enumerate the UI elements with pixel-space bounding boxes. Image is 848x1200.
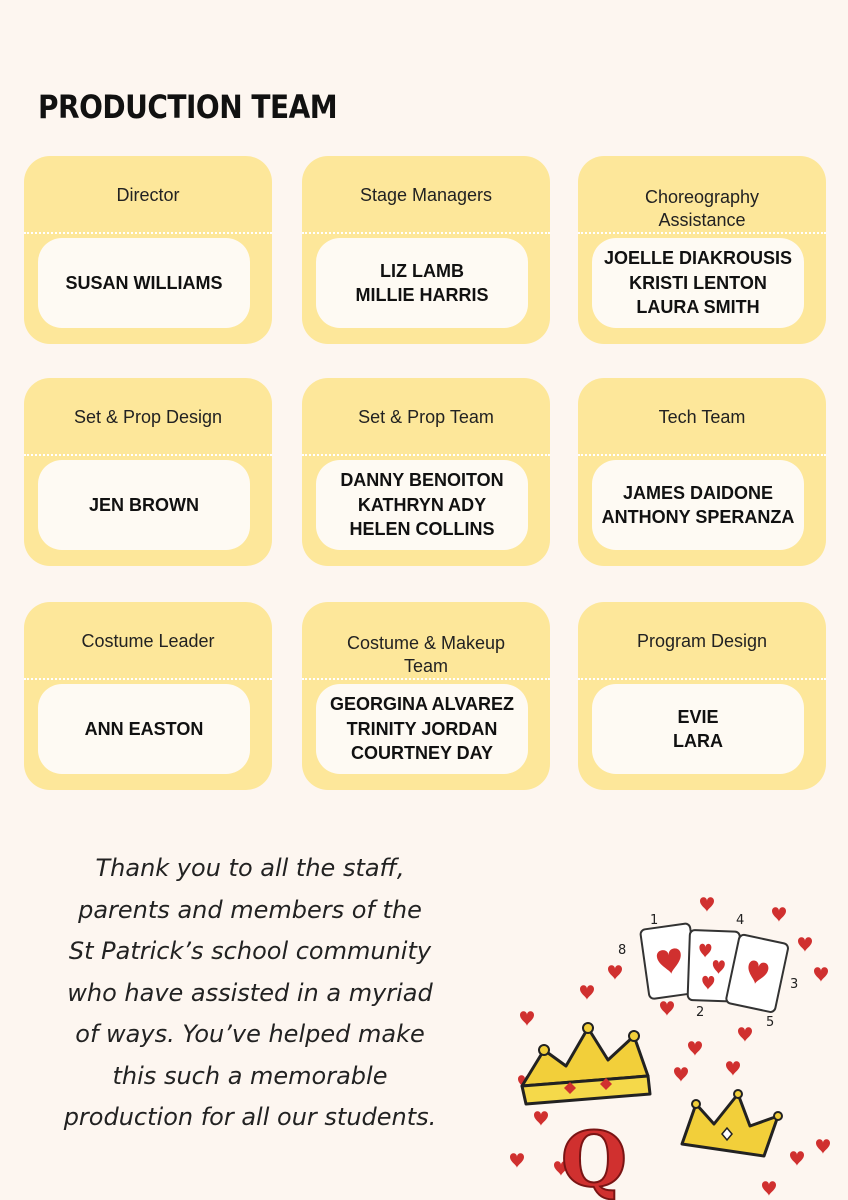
role-label: Program Design xyxy=(636,631,768,651)
person-name: LAURA SMITH xyxy=(636,297,760,318)
role-label: Costume Leader xyxy=(81,631,215,651)
thank-you-line: Thank you to all the staff, xyxy=(95,854,405,882)
person-name: JOELLE DIAKROUSIS xyxy=(603,248,793,269)
thank-you-line: parents and members of the xyxy=(78,895,422,924)
thank-you-line: of ways. You’ve helped make xyxy=(75,1020,425,1048)
page-title: PRODUCTION TEAM xyxy=(38,88,338,126)
person-name: LIZ LAMB xyxy=(380,260,464,281)
names-box xyxy=(592,460,804,550)
role-card-tech-team xyxy=(578,378,826,566)
crown-icon xyxy=(522,1023,650,1104)
queen-of-hearts-illustration xyxy=(500,890,848,1200)
names-box xyxy=(316,238,528,328)
person-name: ANTHONY SPERANZA xyxy=(601,507,795,527)
divider xyxy=(578,454,826,456)
person-name: DANNY BENOITON xyxy=(340,470,504,491)
number-label: 3 xyxy=(790,977,799,992)
role-card-director xyxy=(24,156,272,344)
divider xyxy=(24,232,272,234)
names-box xyxy=(592,684,804,774)
number-label: 2 xyxy=(696,1005,705,1020)
divider xyxy=(24,678,272,680)
person-name: GEORGINA ALVAREZ xyxy=(330,694,514,715)
role-card-set-prop-design xyxy=(24,378,272,566)
person-name: TRINITY JORDAN xyxy=(346,718,498,739)
number-label: 1 xyxy=(650,913,659,928)
role-card-program-design xyxy=(578,602,826,790)
role-card-costume-makeup xyxy=(302,602,550,790)
divider xyxy=(578,678,826,680)
number-label: 5 xyxy=(766,1015,775,1030)
thank-you-line: production for all our students. xyxy=(63,1103,437,1131)
number-label: 4 xyxy=(736,913,745,928)
divider xyxy=(302,232,550,234)
role-card-costume-leader xyxy=(24,602,272,790)
names-box xyxy=(316,684,528,774)
thank-you-line: St Patrick’s school community xyxy=(68,937,432,965)
names-box xyxy=(592,238,804,328)
role-label: Costume & Makeup Team xyxy=(346,633,506,676)
divider xyxy=(24,454,272,456)
person-name: KRISTI LENTON xyxy=(629,272,767,293)
playing-cards-icon xyxy=(640,923,789,1013)
small-crown-icon xyxy=(682,1090,782,1156)
role-label: Choreography Assistance xyxy=(644,187,760,230)
names-box xyxy=(316,460,528,550)
role-label: Director xyxy=(116,185,180,205)
role-label: Set & Prop Team xyxy=(358,407,494,427)
person-name: HELEN COLLINS xyxy=(349,519,495,540)
divider xyxy=(578,232,826,234)
role-card-set-prop-team xyxy=(302,378,550,566)
person-name: COURTNEY DAY xyxy=(350,743,494,764)
person-name: LARA xyxy=(673,731,723,751)
person-name: SUSAN WILLIAMS xyxy=(65,272,223,293)
names-box xyxy=(38,238,250,328)
thank-you-line: who have assisted in a myriad xyxy=(67,978,433,1007)
person-name: JAMES DAIDONE xyxy=(622,482,774,503)
thank-you-line: this such a memorable xyxy=(112,1061,388,1090)
names-box xyxy=(38,684,250,774)
person-name: ANN EASTON xyxy=(84,718,204,739)
person-name: KATHRYN ADY xyxy=(357,494,487,515)
role-card-stage-managers xyxy=(302,156,550,344)
person-name: JEN BROWN xyxy=(88,494,199,515)
names-box xyxy=(38,460,250,550)
thank-you-message xyxy=(50,848,450,1139)
person-name: EVIE xyxy=(677,706,719,727)
role-label: Stage Managers xyxy=(359,185,493,205)
role-label: Set & Prop Design xyxy=(73,407,223,427)
divider xyxy=(302,454,550,456)
role-card-choreography xyxy=(578,156,826,344)
queen-letter: Q xyxy=(560,1115,628,1200)
person-name: MILLIE HARRIS xyxy=(355,285,489,305)
number-label: 8 xyxy=(618,943,627,958)
role-label: Tech Team xyxy=(658,407,746,427)
divider xyxy=(302,678,550,680)
